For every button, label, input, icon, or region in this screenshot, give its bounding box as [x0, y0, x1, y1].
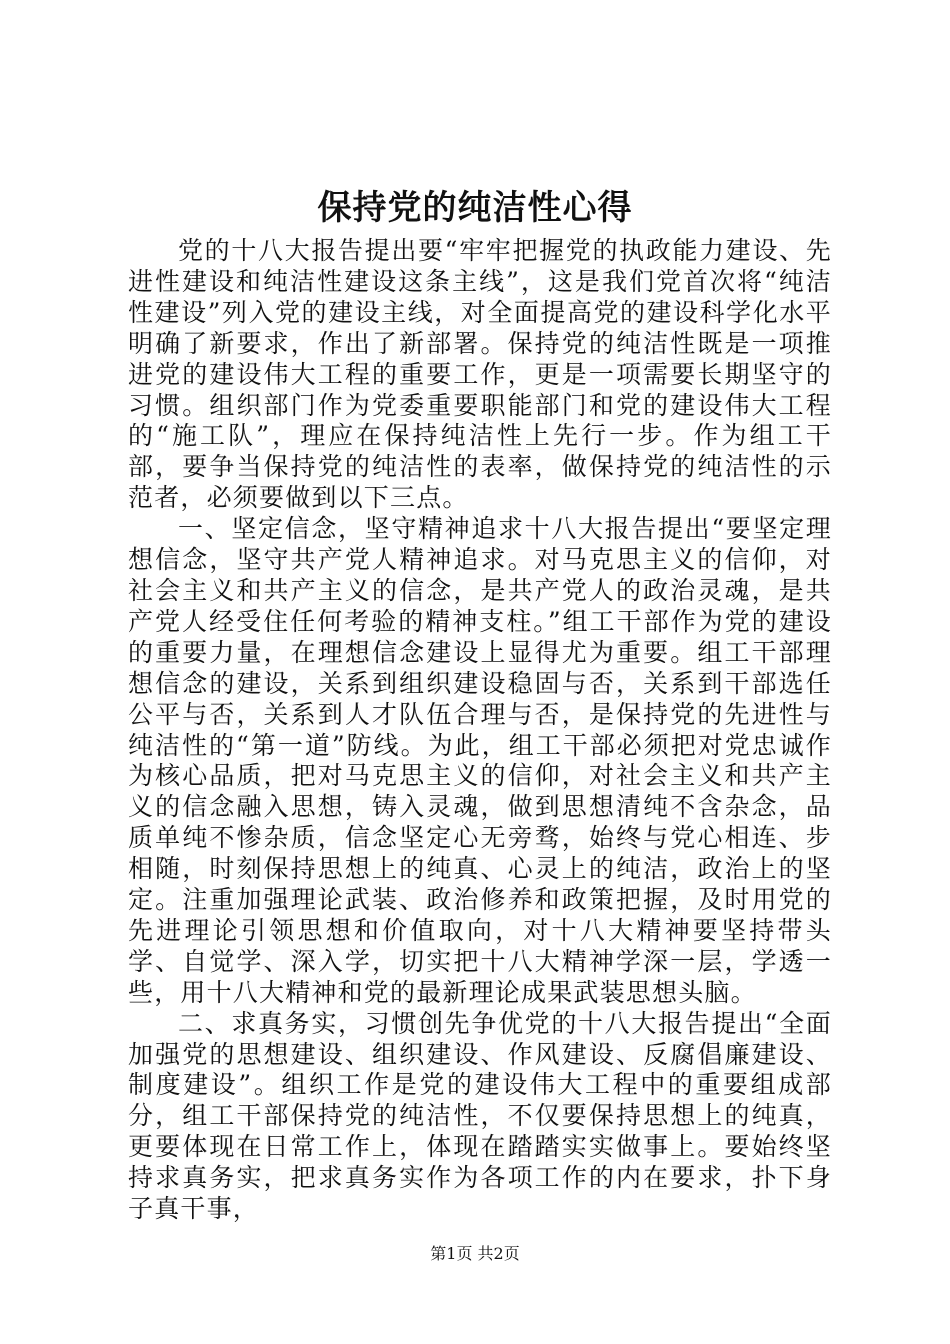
document-title: 保持党的纯洁性心得	[317, 188, 633, 228]
page-footer: 第1页 共2页	[430, 1244, 520, 1263]
paragraph-intro: 党的十八大报告提出要“牢牢把握党的执政能力建设、先进性建设和纯洁性建设这条主线”，这是我们党首次将“纯洁性建设”列入党的建设主线，对全面提高党的建设科学化水平明确了新要求，作出了新部署。保持党的纯洁性既是一项推进党的建设伟大工程的重要工作，更是一项需要长期坚守的习惯。组织部门作为党委重要职能部门和党的建设伟大工程的“施工队”，理应在保持纯洁性上先行一步。作为组工干部，要争当保持党的纯洁性的表率，做保持党的纯洁性的示范者，必须要做到以下三点。	[128, 236, 832, 513]
paragraph-section-one: 一、坚定信念，坚守精神追求十八大报告提出“要坚定理想信念，坚守共产党人精神追求。对马克思主义的信仰，对社会主义和共产主义的信念，是共产党人的政治灵魂，是共产党人经受住任何考验的精神支柱。”组工干部作为党的建设的重要力量，在理想信念建设上显得尤为重要。组工干部理想信念的建设，关系到组织建设稳固与否，关系到干部选任公平与否，关系到人才队伍合理与否，是保持党的先进性与纯洁性的“第一道”防线。为此，组工干部必须把对党忠诚作为核心品质，把对马克思主义的信仰，对社会主义和共产主义的信念融入思想，铸入灵魂，做到思想清纯不含杂念，品质单纯不惨杂质，信念坚定心无旁骛，始终与党心相连、步相随，时刻保持思想上的纯真、心灵上的纯洁，政治上的坚定。注重加强理论武装、政治修养和政策把握，及时用党的先进理论引领思想和价值取向，对十八大精神要坚持带头学、自觉学、深入学，切实把十八大精神学深一层，学透一些，用十八大精神和党的最新理论成果武装思想头脑。	[128, 514, 832, 1007]
document-body	[128, 236, 832, 1225]
paragraph-section-two: 二、求真务实，习惯创先争优党的十八大报告提出“全面加强党的思想建设、组织建设、作风建设、反腐倡廉建设、制度建设”。组织工作是党的建设伟大工程中的重要组成部分，组工干部保持党的纯洁性，不仅要保持思想上的纯真，更要体现在日常工作上，体现在踏踏实实做事上。要始终坚持求真务实，把求真务实作为各项工作的内在要求，扑下身子真干事，	[128, 1008, 832, 1224]
